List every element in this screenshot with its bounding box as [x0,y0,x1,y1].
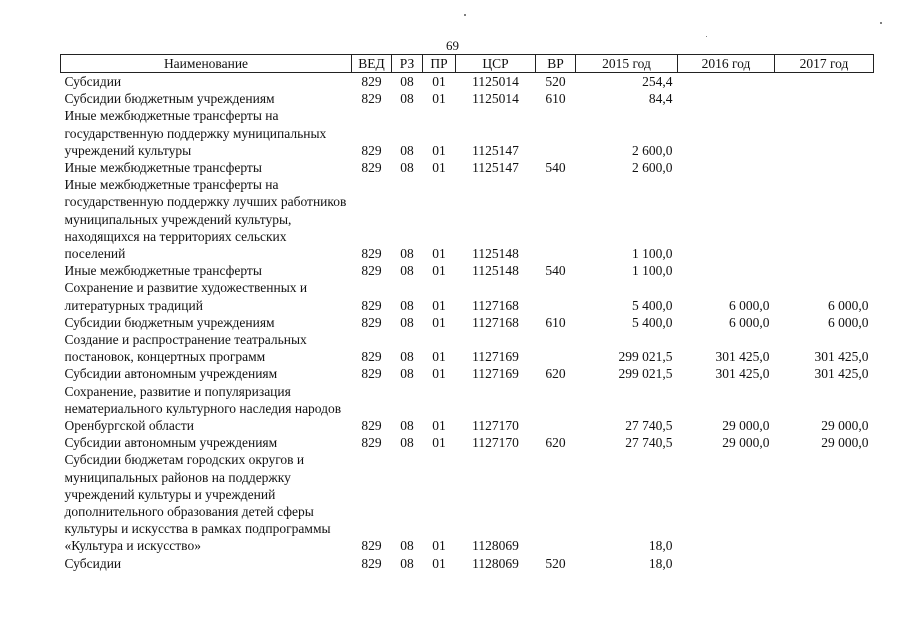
cell-csr: 1127168 [472,297,519,313]
cell-2017: 29 000,0 [821,435,869,451]
table-row [61,451,874,554]
cell-rz: 08 [400,160,414,176]
cell-rz: 08 [400,246,414,262]
cell-csr: 1127170 [472,435,519,451]
cell-2017: 6 000,0 [828,314,869,330]
cell-csr: 1128069 [472,555,519,571]
cell-2017 [775,90,874,107]
cell-rz: 08 [400,538,414,554]
cell-2016 [678,176,775,262]
cell-2015: 27 740,5 [625,435,673,451]
header-csr: ЦСР [456,55,536,73]
cell-2017: 301 425,0 [814,366,869,382]
cell-vr [536,279,576,313]
cell-2015: 18,0 [648,555,673,571]
cell-2015: 1 100,0 [632,263,673,279]
cell-csr: 1127169 [472,366,519,382]
scan-speck [706,36,707,37]
cell-pr: 01 [432,91,446,107]
cell-2016: 6 000,0 [729,297,770,313]
cell-2015: 5 400,0 [632,314,673,330]
cell-pr: 01 [432,263,446,279]
cell-vr [536,383,576,435]
cell-ved: 829 [361,555,382,571]
cell-2016: 6 000,0 [729,314,770,330]
cell-csr: 1125147 [472,142,519,158]
cell-2016 [678,90,775,107]
header-rz: РЗ [392,55,423,73]
cell-ved: 829 [361,160,382,176]
cell-pr: 01 [432,160,446,176]
cell-2015: 254,4 [642,74,673,89]
cell-ved: 829 [361,74,382,89]
cell-name: Иные межбюджетные трансферты [64,263,262,279]
cell-pr: 01 [432,142,446,158]
cell-2015: 299 021,5 [618,349,673,365]
cell-vr: 540 [545,160,566,176]
table-row [61,90,874,107]
cell-2015: 1 100,0 [632,246,673,262]
header-pr: ПР [423,55,456,73]
cell-csr: 1125014 [472,91,519,107]
scan-speck [464,14,466,16]
cell-name: Субсидии автономным учреждениям [64,435,278,451]
cell-2015: 27 740,5 [625,418,673,434]
cell-2017 [775,451,874,554]
header-2015: 2015 год [576,55,678,73]
cell-name: Субсидии бюджетам городских округов и муниципальных районов на поддержку учреждений культуры и учреждений дополнительного образования детей сферы культуры и искусства в рамках подпрограммы «Культура и искусство» [64,452,331,554]
cell-2016: 29 000,0 [722,435,770,451]
cell-pr: 01 [432,314,446,330]
cell-csr: 1125147 [472,160,519,176]
cell-2016 [678,107,775,159]
cell-2017: 29 000,0 [821,418,869,434]
cell-vr: 520 [545,74,566,89]
cell-ved: 829 [361,91,382,107]
cell-rz: 08 [400,91,414,107]
cell-pr: 01 [432,297,446,313]
table-row [61,107,874,159]
cell-name: Иные межбюджетные трансферты на государственную поддержку муниципальных учреждений культуры [64,108,327,158]
cell-vr: 540 [545,263,566,279]
cell-2017 [775,262,874,279]
cell-rz: 08 [400,418,414,434]
page-number: 69 [446,38,459,53]
cell-csr: 1127169 [472,349,519,365]
scan-speck [880,22,882,24]
cell-pr: 01 [432,538,446,554]
table-row [61,262,874,279]
header-ved: ВЕД [352,55,392,73]
header-2017: 2017 год [775,55,874,73]
budget-table [60,54,874,572]
cell-ved: 829 [361,366,382,382]
cell-vr: 520 [545,555,566,571]
cell-2017: 6 000,0 [828,297,869,313]
cell-2015: 84,4 [648,91,673,107]
cell-vr: 620 [545,366,566,382]
cell-vr: 620 [545,435,566,451]
header-name: Наименование [61,55,352,73]
cell-2017 [775,73,874,91]
cell-csr: 1127168 [472,314,519,330]
cell-rz: 08 [400,555,414,571]
cell-pr: 01 [432,555,446,571]
table-row [61,434,874,451]
cell-2015: 299 021,5 [618,366,673,382]
cell-2017 [775,107,874,159]
cell-rz: 08 [400,297,414,313]
cell-rz: 08 [400,366,414,382]
cell-2016 [678,73,775,91]
cell-vr [536,176,576,262]
table-row [61,555,874,572]
cell-vr: 610 [545,91,566,107]
cell-csr: 1128069 [472,538,519,554]
header-vr: ВР [536,55,576,73]
cell-name: Иные межбюджетные трансферты [64,160,262,176]
cell-vr [536,331,576,365]
cell-ved: 829 [361,349,382,365]
cell-name: Субсидии бюджетным учреждениям [64,314,275,330]
table-header-row [61,55,874,73]
cell-ved: 829 [361,435,382,451]
cell-name: Субсидии [64,74,122,89]
cell-2017 [775,555,874,572]
cell-name: Субсидии [64,555,122,571]
cell-2015: 18,0 [648,538,673,554]
cell-2015: 2 600,0 [632,142,673,158]
table-row [61,176,874,262]
cell-name: Сохранение, развитие и популяризация нематериального культурного наследия народов Оренбургской области [64,383,342,434]
cell-pr: 01 [432,418,446,434]
cell-rz: 08 [400,263,414,279]
cell-2016: 301 425,0 [715,349,770,365]
cell-2017 [775,176,874,262]
cell-rz: 08 [400,349,414,365]
cell-name: Сохранение и развитие художественных и литературных традиций [64,280,308,313]
table-body [61,73,874,572]
cell-name: Иные межбюджетные трансферты на государственную поддержку лучших работников муниципальных учреждений культуры, находящихся на территориях сельских поселений [64,177,347,262]
cell-name: Субсидии автономным учреждениям [64,366,278,382]
cell-2016 [678,262,775,279]
cell-2016: 29 000,0 [722,418,770,434]
table-row [61,279,874,313]
cell-2017: 301 425,0 [814,349,869,365]
cell-vr [536,107,576,159]
cell-2015: 5 400,0 [632,297,673,313]
cell-2017 [775,159,874,176]
cell-csr: 1125014 [472,74,519,89]
cell-csr: 1125148 [472,263,519,279]
cell-2016 [678,555,775,572]
cell-rz: 08 [400,74,414,89]
cell-ved: 829 [361,142,382,158]
table-row [61,159,874,176]
cell-ved: 829 [361,263,382,279]
cell-2015: 2 600,0 [632,160,673,176]
cell-name: Создание и распространение театральных постановок, концертных программ [64,332,307,365]
cell-ved: 829 [361,246,382,262]
table-row [61,331,874,365]
cell-2016: 301 425,0 [715,366,770,382]
cell-pr: 01 [432,435,446,451]
cell-pr: 01 [432,366,446,382]
cell-rz: 08 [400,435,414,451]
cell-pr: 01 [432,349,446,365]
table-row [61,73,874,91]
cell-csr: 1127170 [472,418,519,434]
cell-2016 [678,451,775,554]
table-row [61,365,874,382]
cell-csr: 1125148 [472,246,519,262]
cell-rz: 08 [400,142,414,158]
table-row [61,383,874,435]
cell-ved: 829 [361,297,382,313]
cell-ved: 829 [361,418,382,434]
cell-vr [536,451,576,554]
cell-pr: 01 [432,246,446,262]
cell-rz: 08 [400,314,414,330]
table-row [61,314,874,331]
cell-pr: 01 [432,74,446,89]
cell-2016 [678,159,775,176]
header-2016: 2016 год [678,55,775,73]
cell-ved: 829 [361,538,382,554]
cell-name: Субсидии бюджетным учреждениям [64,91,275,107]
cell-vr: 610 [545,314,566,330]
cell-ved: 829 [361,314,382,330]
